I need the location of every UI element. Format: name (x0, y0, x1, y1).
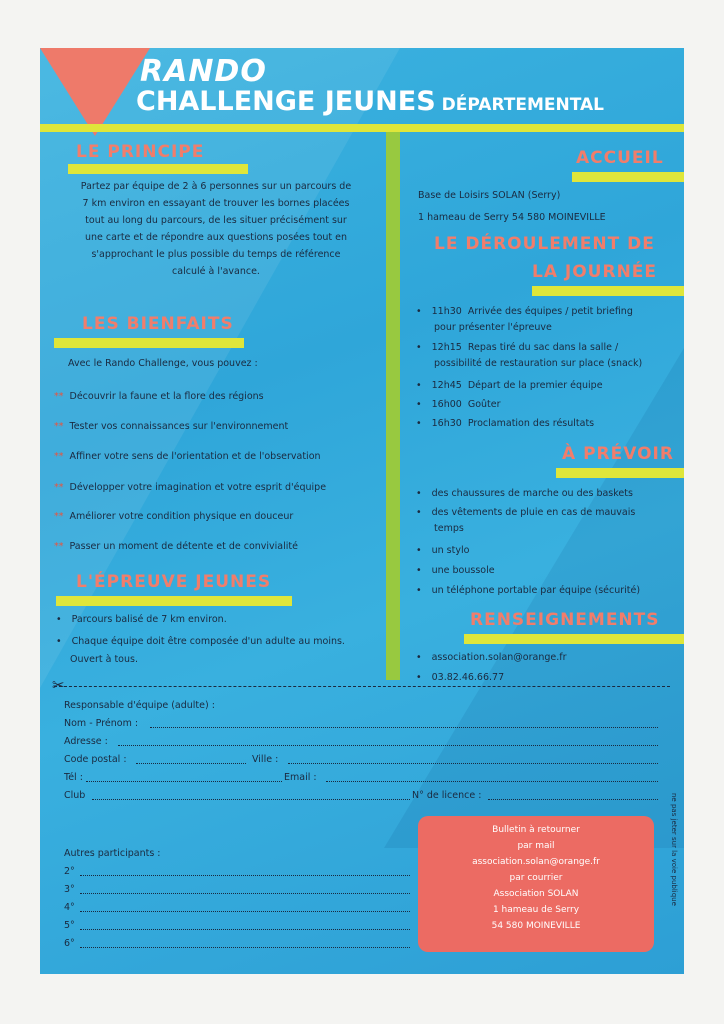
bullet-icon: • (416, 565, 422, 576)
time-label: 11h30 (431, 306, 462, 317)
bullet-icon: • (56, 614, 62, 625)
accueil-line: 1 hameau de Serry 54 580 MOINEVILLE (418, 212, 606, 223)
bullet-icon: • (56, 636, 62, 647)
form-responsable-label: Responsable d'équipe (adulte) : (64, 700, 215, 711)
list-item (416, 650, 567, 666)
form-autres-label: Autres participants : (64, 848, 161, 859)
bullet-icon: • (416, 585, 422, 596)
email-field[interactable] (326, 772, 658, 782)
form-licence-label: N° de licence : (412, 790, 482, 801)
prevoir-cont: temps (434, 523, 464, 534)
bulletin-line: 1 hameau de Serry (492, 905, 580, 915)
bullet-icon: • (416, 672, 422, 683)
asterisk-icon: ** (54, 451, 64, 462)
bulletin-line: Bulletin à retourner (492, 825, 580, 835)
schedule-text: Repas tiré du sac dans la salle / (467, 342, 619, 353)
prevoir-title: À PRÉVOIR (562, 444, 674, 464)
list-item (416, 416, 594, 432)
list-item (54, 391, 264, 402)
scissors-icon: ✂ (52, 676, 65, 694)
deroulement-title: LE DÉROULEMENT DE (434, 234, 655, 254)
list-item (56, 636, 345, 647)
bulletin-line: par courrier (509, 873, 563, 883)
participant-label: 4° (64, 902, 75, 913)
club-field[interactable] (92, 790, 410, 800)
list-item (416, 304, 633, 336)
header-divider (40, 124, 684, 132)
epreuve-text: Parcours balisé de 7 km environ. (71, 614, 227, 625)
asterisk-icon: ** (54, 511, 64, 522)
renseignements-underline (464, 634, 684, 644)
schedule-text: Départ de la premier équipe (467, 380, 603, 391)
participant-field[interactable] (80, 920, 410, 930)
bullet-icon: • (416, 380, 422, 391)
list-item (56, 614, 227, 625)
prevoir-text: un stylo (431, 545, 470, 556)
list-item (416, 397, 501, 413)
asterisk-icon: ** (54, 421, 64, 432)
principe-line: s'approchant le plus possible du temps de référence (91, 249, 341, 260)
list-item (54, 451, 321, 462)
bienfaits-underline (54, 338, 244, 348)
accueil-line: Base de Loisirs SOLAN (Serry) (418, 190, 561, 201)
bulletin-line: par mail (517, 841, 555, 851)
participant-label: 6° (64, 938, 75, 949)
licence-field[interactable] (488, 790, 658, 800)
participant-field[interactable] (80, 884, 410, 894)
bienfaits-title: LES BIENFAITS (82, 314, 234, 334)
bullet-icon: • (416, 399, 422, 410)
list-item (416, 486, 633, 502)
epreuve-underline (56, 596, 292, 606)
schedule-text: Goûter (467, 399, 501, 410)
list-item (54, 421, 288, 432)
bienfait-text: Découvrir la faune et la flore des régions (69, 391, 264, 402)
list-item (54, 511, 293, 522)
principe-underline (68, 164, 248, 174)
nom-field[interactable] (150, 718, 658, 728)
bulletin-line: Association SOLAN (493, 889, 579, 899)
principe-line: 7 km environ en essayant de trouver les bornes placées (82, 198, 350, 209)
form-cp-label: Code postal : (64, 754, 127, 765)
title-departemental: DÉPARTEMENTAL (441, 95, 605, 115)
epreuve-text: Chaque équipe doit être composée d'un adulte au moins. (71, 636, 345, 647)
title-rando: RANDO (140, 54, 267, 89)
bienfait-text: Développer votre imagination et votre esprit d'équipe (69, 482, 327, 493)
principe-line: une carte et de répondre aux questions posées tout en (84, 232, 348, 243)
principe-title: LE PRINCIPE (76, 142, 205, 162)
schedule-text: Proclamation des résultats (467, 418, 595, 429)
participant-label: 2° (64, 866, 75, 877)
principe-line: Partez par équipe de 2 à 6 personnes sur un parcours de (80, 181, 352, 192)
bullet-icon: • (416, 545, 422, 556)
title-challenge (136, 86, 604, 117)
bienfait-text: Tester vos connaissances sur l'environnement (69, 421, 289, 432)
bullet-icon: • (416, 488, 422, 499)
asterisk-icon: ** (54, 541, 64, 552)
prevoir-text: une boussole (431, 565, 495, 576)
adresse-field[interactable] (118, 736, 658, 746)
vertical-notice (668, 793, 680, 943)
deroulement-underline (532, 286, 684, 296)
list-item (416, 583, 640, 599)
prevoir-text: des chaussures de marche ou des baskets (431, 488, 633, 499)
accueil-title: ACCUEIL (576, 148, 664, 168)
form-adresse-label: Adresse : (64, 736, 108, 747)
bullet-icon: • (416, 507, 422, 518)
prevoir-underline (556, 468, 684, 478)
bienfait-text: Améliorer votre condition physique en douceur (69, 511, 294, 522)
email-text: association.solan@orange.fr (431, 652, 567, 663)
form-tel-label: Tél : (64, 772, 83, 783)
list-item (416, 670, 504, 686)
form-ville-label: Ville : (252, 754, 279, 765)
schedule-text: Arrivée des équipes / petit briefing (467, 306, 633, 317)
flyer (40, 48, 684, 974)
column-divider (386, 132, 400, 680)
cut-line (54, 686, 670, 687)
triangle-logo-shape (40, 48, 150, 136)
list-item (416, 340, 642, 372)
participant-field[interactable] (80, 866, 410, 876)
prevoir-text: un téléphone portable par équipe (sécurité) (431, 585, 641, 596)
epreuve-title: L'ÉPREUVE JEUNES (76, 572, 272, 592)
bullet-icon: • (416, 652, 422, 663)
time-label: 12h15 (431, 342, 462, 353)
bienfaits-intro: Avec le Rando Challenge, vous pouvez : (68, 358, 258, 369)
bienfait-text: Affiner votre sens de l'orientation et de l'observation (69, 451, 321, 462)
asterisk-icon: ** (54, 482, 64, 493)
epreuve-extra: Ouvert à tous. (70, 654, 138, 665)
list-item (416, 378, 603, 394)
participant-field[interactable] (80, 938, 410, 948)
time-label: 16h00 (431, 399, 462, 410)
form-email-label: Email : (284, 772, 317, 783)
list-item (416, 563, 495, 579)
list-item (54, 482, 326, 493)
title-challenge-text: CHALLENGE JEUNES (136, 86, 436, 117)
bulletin-line: association.solan@orange.fr (472, 857, 600, 867)
bullet-icon: • (416, 306, 422, 317)
principe-text (48, 178, 384, 280)
principe-line: tout au long du parcours, de les situer précisément sur (85, 215, 347, 226)
bullet-icon: • (416, 418, 422, 429)
participant-field[interactable] (80, 902, 410, 912)
time-label: 12h45 (431, 380, 462, 391)
time-label: 16h30 (431, 418, 462, 429)
bulletin-line: 54 580 MOINEVILLE (491, 921, 581, 931)
principe-line: calculé à l'avance. (172, 266, 260, 277)
tel-field[interactable] (86, 772, 282, 782)
schedule-cont: pour présenter l'épreuve (434, 322, 552, 333)
participant-label: 5° (64, 920, 75, 931)
bulletin-box (418, 816, 654, 952)
code-postal-field[interactable] (136, 754, 246, 764)
vertical-notice-text: ne pas jeter sur la voie publique (670, 793, 678, 906)
deroulement-title-2: LA JOURNÉE (532, 262, 658, 282)
phone-text: 03.82.46.66.77 (431, 672, 505, 683)
bullet-icon: • (416, 342, 422, 353)
accueil-underline (572, 172, 684, 182)
ville-field[interactable] (288, 754, 658, 764)
prevoir-text: des vêtements de pluie en cas de mauvais (431, 507, 636, 518)
list-item (54, 541, 298, 552)
renseignements-title: RENSEIGNEMENTS (470, 610, 660, 630)
schedule-cont: possibilité de restauration sur place (snack) (434, 358, 643, 369)
form-club-label: Club (64, 790, 86, 801)
participant-label: 3° (64, 884, 75, 895)
form-nom-label: Nom - Prénom : (64, 718, 139, 729)
asterisk-icon: ** (54, 391, 64, 402)
list-item (416, 543, 469, 559)
bienfait-text: Passer un moment de détente et de convivialité (69, 541, 298, 552)
list-item (416, 505, 635, 537)
